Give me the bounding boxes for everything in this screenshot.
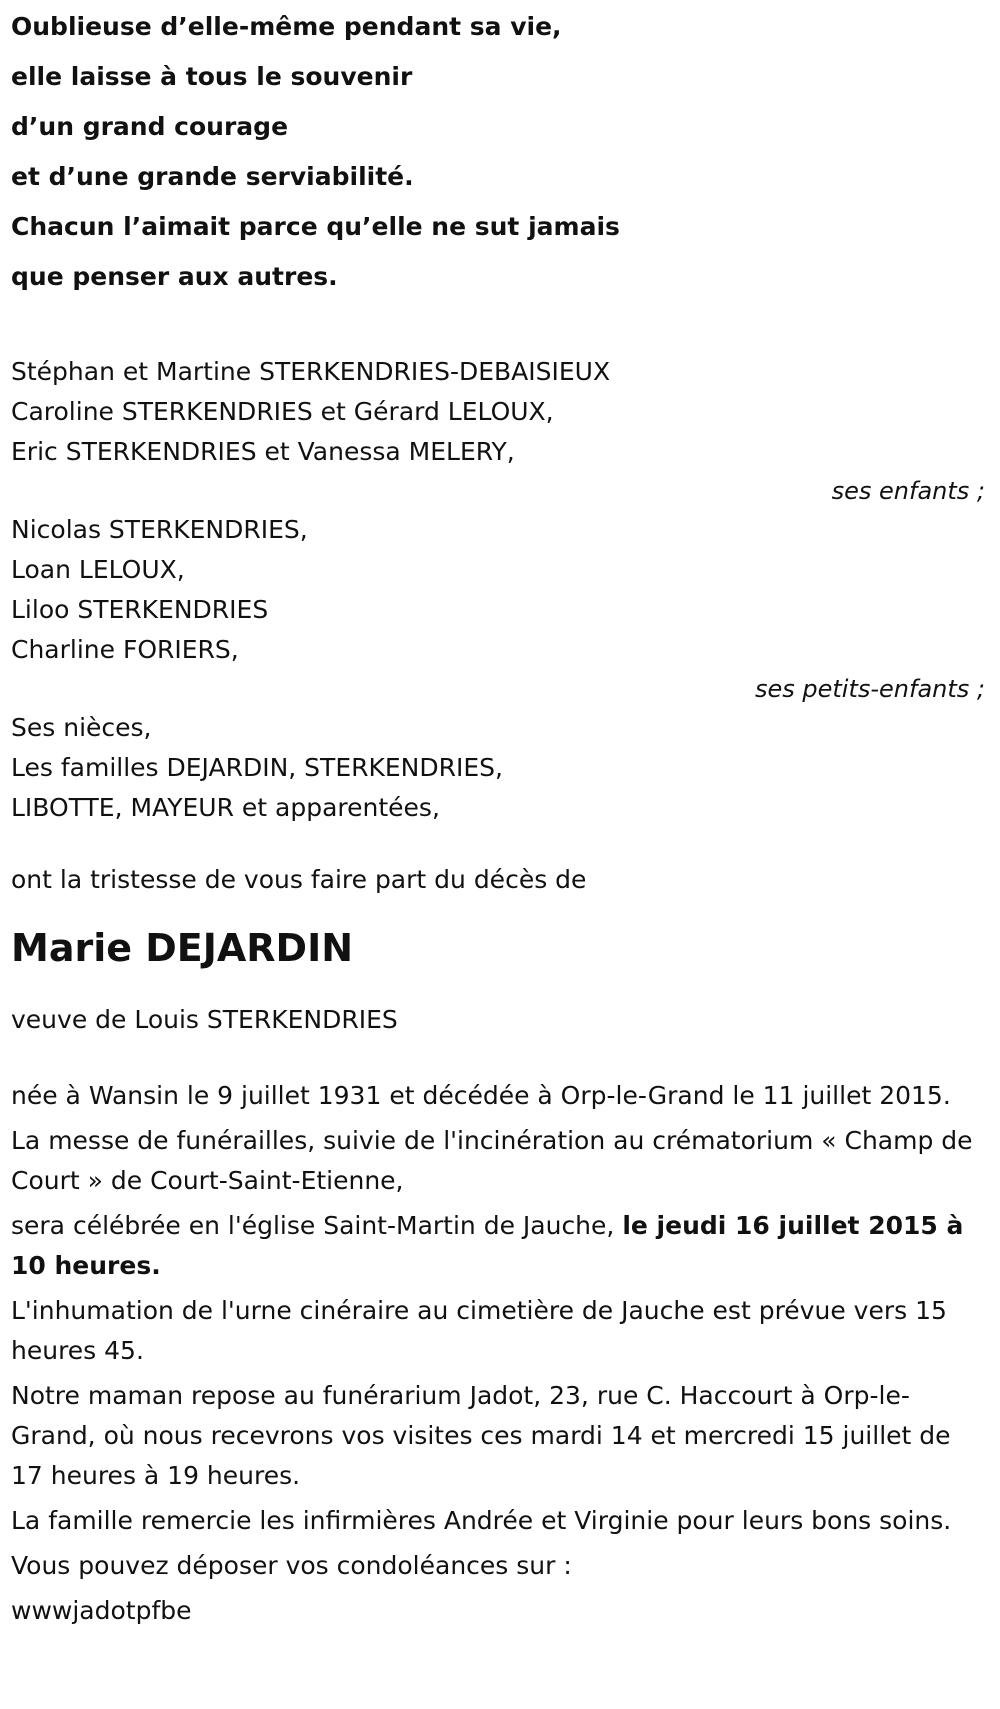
spacer [11, 976, 991, 1000]
poem-line: Chacun l’aimait parce qu’elle ne sut jamais [11, 212, 620, 241]
celebration-date: le jeudi 16 juillet 2015 à 10 heures. [11, 1211, 964, 1280]
epitaph-poem [11, 2, 991, 302]
relatives-list [11, 708, 991, 828]
relative-name: Ses nièces, [11, 713, 152, 742]
announcement-intro: ont la tristesse de vous faire part du décès de [11, 865, 587, 894]
burial-paragraph: L'inhumation de l'urne cinéraire au cimetière de Jauche est prévue vers 15 heures 45. [11, 1296, 947, 1365]
condolences-website: wwwjadotpfbe [11, 1596, 192, 1625]
poem-line: et d’une grande serviabilité. [11, 162, 414, 191]
children-list [11, 352, 991, 472]
thanks-paragraph: La famille remercie les infirmières Andrée et Virginie pour leurs bons soins. [11, 1506, 952, 1535]
child-name: Eric STERKENDRIES et Vanessa MELERY, [11, 437, 515, 466]
spouse-line: veuve de Louis STERKENDRIES [11, 1005, 398, 1034]
grandchildren-list [11, 510, 991, 670]
condolences-label: Vous pouvez déposer vos condoléances sur : [11, 1551, 572, 1580]
birth-death-line: née à Wansin le 9 juillet 1931 et décédée à Orp-le-Grand le 11 juillet 2015. [11, 1081, 951, 1110]
relative-name: Les familles DEJARDIN, STERKENDRIES, [11, 753, 503, 782]
deceased-name: Marie DEJARDIN [11, 926, 354, 970]
grandchild-name: Liloo STERKENDRIES [11, 595, 269, 624]
spacer [11, 1040, 991, 1076]
relative-name: LIBOTTE, MAYEUR et apparentées, [11, 793, 440, 822]
poem-line: d’un grand courage [11, 112, 289, 141]
celebration-place: sera célébrée en l'église Saint-Martin de Jauche, [11, 1211, 623, 1240]
poem-line: que penser aux autres. [11, 262, 338, 291]
poem-line: elle laisse à tous le souvenir [11, 62, 413, 91]
obituary-page [11, 0, 991, 1631]
child-name: Stéphan et Martine STERKENDRIES-DEBAISIEUX [11, 357, 611, 386]
viewing-paragraph: Notre maman repose au funérarium Jadot, 23, rue C. Haccourt à Orp-le-Grand, où nous recevrons vos visites ces mardi 14 et mercredi 15 juillet de 17 heures à 19 heures. [11, 1381, 951, 1490]
spacer [11, 302, 991, 352]
grandchild-name: Loan LELOUX, [11, 555, 185, 584]
spacer [11, 828, 991, 860]
spacer [11, 900, 991, 920]
grandchildren-relation: ses petits-enfants ; [754, 675, 985, 703]
funeral-mass-paragraph: La messe de funérailles, suivie de l'incinération au crématorium « Champ de Court » de Court-Saint-Etienne, [11, 1126, 973, 1195]
grandchild-name: Charline FORIERS, [11, 635, 239, 664]
children-relation: ses enfants ; [831, 477, 985, 505]
celebration-paragraph [11, 1206, 991, 1286]
poem-line: Oublieuse d’elle-même pendant sa vie, [11, 12, 562, 41]
grandchild-name: Nicolas STERKENDRIES, [11, 515, 308, 544]
child-name: Caroline STERKENDRIES et Gérard LELOUX, [11, 397, 554, 426]
